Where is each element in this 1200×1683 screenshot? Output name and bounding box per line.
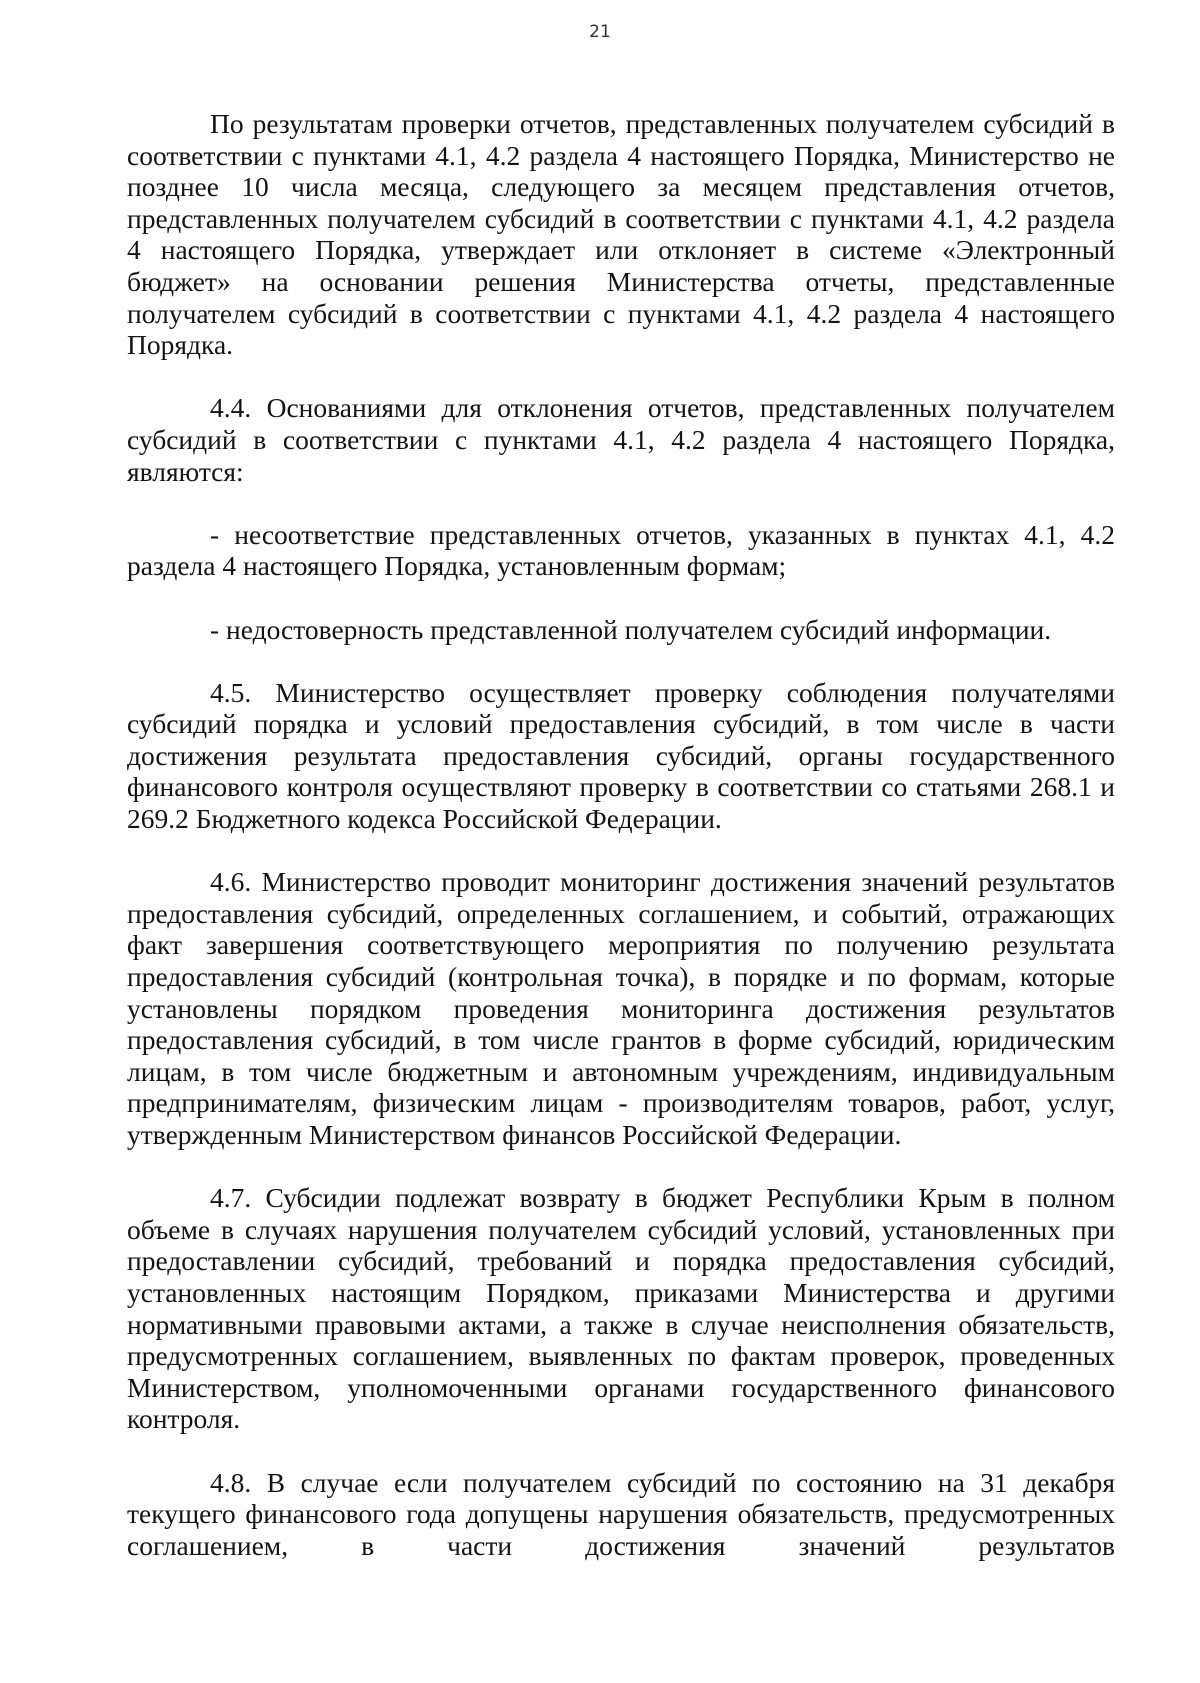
document-body <box>127 108 1115 1561</box>
paragraph-reports-check: По результатам проверки отчетов, представленных получателем субсидий в соответствии с пунктами 4.1, 4.2 раздела 4 настоящего Порядка, Министерство не позднее 10 числа месяца, следующего за месяцем представления отчетов, представленных получателем субсидий в соответствии с пунктами 4.1, 4.2 раздела 4 настоящего Порядка, утверждает или отклоняет в системе «Электронный бюджет» на основании решения Министерства отчеты, представленные получателем субсидий в соответствии с пунктами 4.1, 4.2 раздела 4 настоящего Порядка. <box>127 108 1115 361</box>
paragraph-4-6: 4.6. Министерство проводит мониторинг достижения значений результатов предоставления субсидий, определенных соглашением, и событий, отражающих факт завершения соответствующего мероприятия по получению результата предоставления субсидий (контрольная точка), в порядке и по формам, которые установлены порядком проведения мониторинга достижения результатов предоставления субсидий, в том числе грантов в форме субсидий, юридическим лицам, в том числе бюджетным и автономным учреждениям, индивидуальным предпринимателям, физическим лицам - производителям товаров, работ, услуг, утвержденным Министерством финансов Российской Федерации. <box>127 866 1115 1150</box>
paragraph-4-4-item-forms: - несоответствие представленных отчетов, указанных в пунктах 4.1, 4.2 раздела 4 настоящего Порядка, установленным формам; <box>127 518 1115 582</box>
paragraph-4-8: 4.8. В случае если получателем субсидий по состоянию на 31 декабря текущего финансового года допущены нарушения обязательств, предусмотренных соглашением, в части достижения значений результатов <box>127 1466 1115 1561</box>
paragraph-4-4: 4.4. Основаниями для отклонения отчетов, представленных получателем субсидий в соответствии с пунктами 4.1, 4.2 раздела 4 настоящего Порядка, являются: <box>127 392 1115 487</box>
page-number: 21 <box>589 22 611 42</box>
paragraph-4-7: 4.7. Субсидии подлежат возврату в бюджет Республики Крым в полном объеме в случаях нарушения получателем субсидий условий, установленных при предоставлении субсидий, требований и порядка предоставления субсидий, установленных настоящим Порядком, приказами Министерства и другими нормативными правовыми актами, а также в случае неисполнения обязательств, предусмотренных соглашением, выявленных по фактам проверок, проведенных Министерством, уполномоченными органами государственного финансового контроля. <box>127 1182 1115 1435</box>
paragraph-4-5: 4.5. Министерство осуществляет проверку соблюдения получателями субсидий порядка и условий предоставления субсидий, в том числе в части достижения результата предоставления субсидий, органы государственного финансового контроля осуществляют проверку в соответствии со статьями 268.1 и 269.2 Бюджетного кодекса Российской Федерации. <box>127 676 1115 835</box>
paragraph-4-4-item-info: - недостоверность представленной получателем субсидий информации. <box>210 613 1052 645</box>
